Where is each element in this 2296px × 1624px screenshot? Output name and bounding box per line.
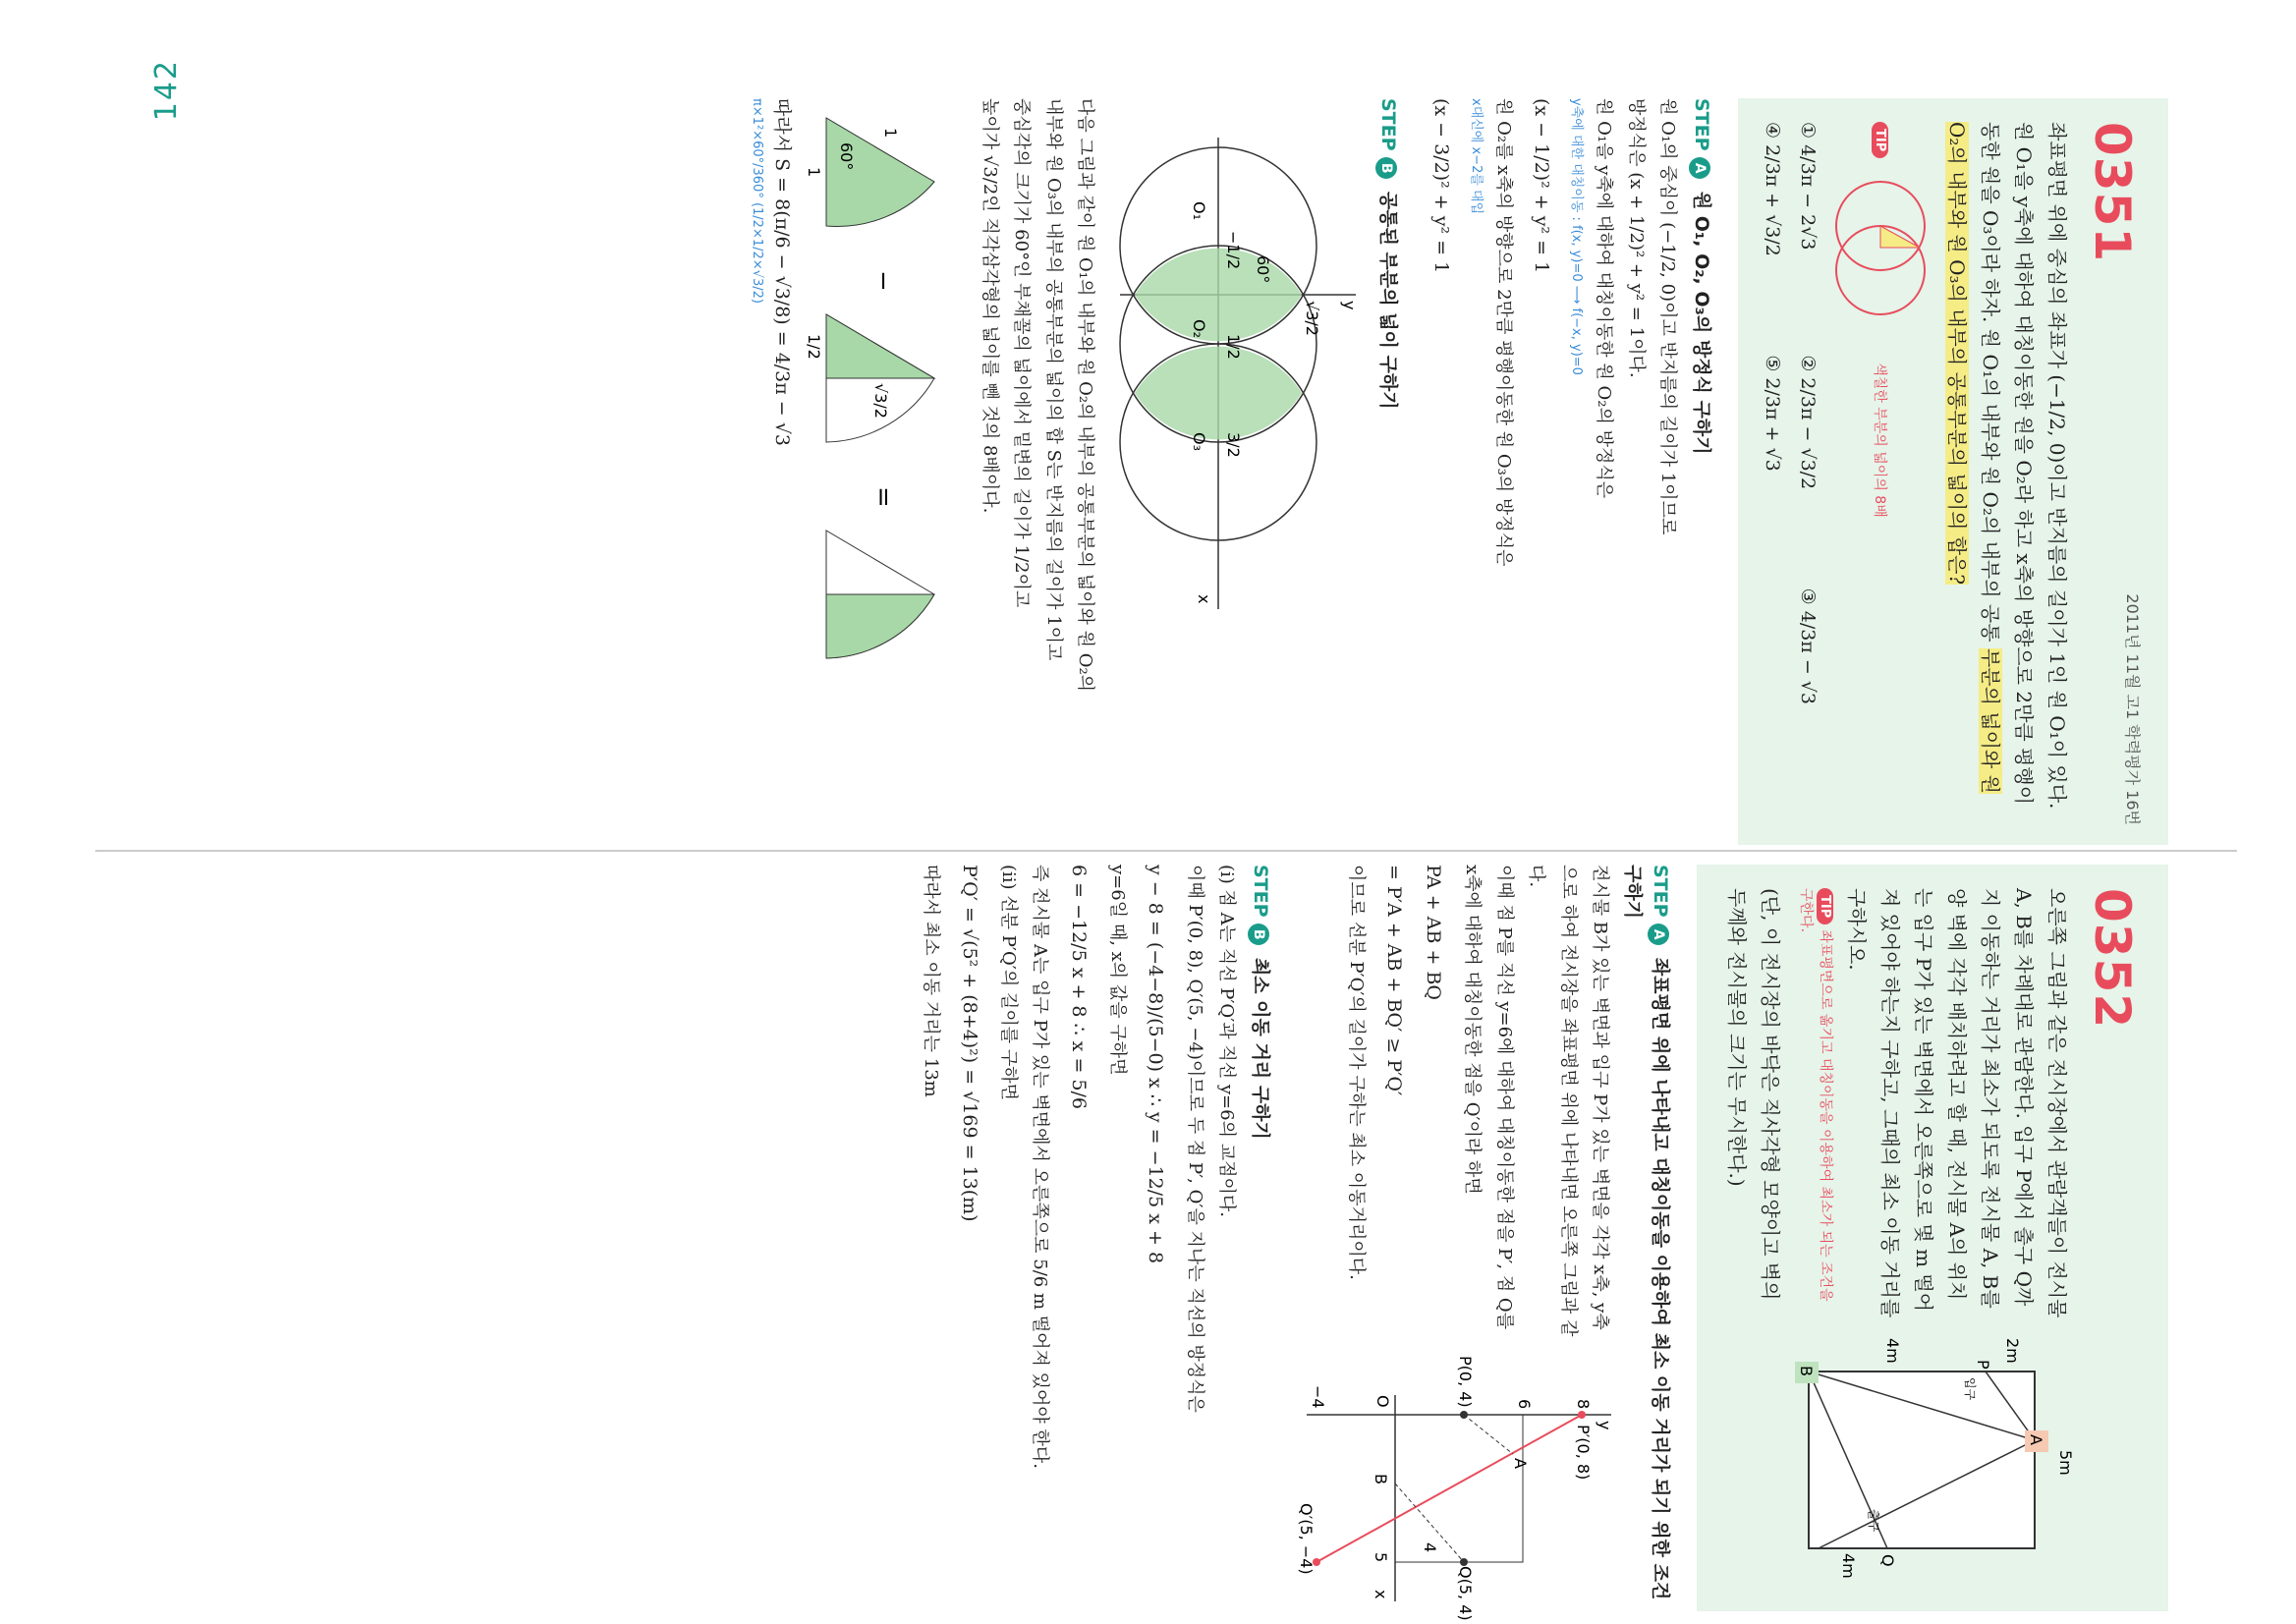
tip-badge: TIP — [1873, 122, 1889, 158]
exhibit-a: A — [2027, 1434, 2045, 1445]
choice-5: ⑤ 2/3π + √3 — [1762, 355, 1783, 472]
question-part-b: 부분의 넓이와 원 O₂의 내부와 원 O₃의 내부의 공통부분의 넓이의 합은? — [1945, 122, 2002, 794]
root3-half-label: √3/2 — [1303, 301, 1322, 336]
choice-3: ③ 4/3π − √3 — [1797, 588, 1819, 704]
sector-subtraction-figure — [804, 98, 974, 707]
exhibition-room-figure — [1769, 1332, 2084, 1588]
tip-badge: TIP — [1817, 888, 1833, 924]
problem-0352 — [915, 865, 2168, 1621]
step-marker: B — [1375, 157, 1397, 179]
step-b-heading — [1248, 865, 1275, 1611]
step-a-heading — [1621, 865, 1675, 1611]
step-marker: B — [1248, 924, 1269, 945]
point-b: B — [1372, 1474, 1390, 1484]
step-a-line-2: 방정식은 (x + 1/2)² + y² = 1이다. — [1625, 98, 1647, 378]
page-number: 142 — [149, 59, 184, 122]
case-i-eq-2: 6 = −12/5 x + 8 ∴ x = 5/6 — [1067, 865, 1090, 1109]
step-a-eq-1: (x − 1/2)² + y² = 1 — [1531, 98, 1553, 274]
step-a-body — [1425, 98, 1683, 845]
case-i-eq-1: y − 8 = (−4−8)/(5−0) x ∴ y = −12/5 x + 8 — [1145, 865, 1167, 1264]
circle-o3-label: O₃ — [1190, 432, 1209, 452]
step-b-line-2: 내부와 원 O₃의 내부의 공통부분의 넓이의 합 S는 반지름의 길이가 1이고 — [1042, 98, 1064, 661]
problem-source: 2011년 11월 고1 학력평가 16번 — [2123, 593, 2142, 825]
point-q: Q — [1878, 1554, 1897, 1567]
question-row — [1720, 888, 2084, 1588]
problem-number: 0352 — [2084, 888, 2141, 1030]
question-note: (단, 이 전시장의 바닥은 직사각형 모양이고 벽의 두께와 전시물의 크기는 무시한다.) — [1725, 888, 1782, 1301]
step-title: 최소 이동 거리 구하기 — [1250, 957, 1271, 1140]
coordinate-graph — [1297, 1356, 1621, 1621]
step-a-line-2: 이때 점 P를 직선 y=6에 대하여 대칭이동한 점을 P′, 점 Q를 x축에 대하여 대칭이동한 점을 Q′이라 하면 — [1462, 865, 1515, 1330]
case-i-line-4: 즉 전시물 A는 입구 P가 있는 벽면에서 오른쪽으로 5/6 m 떨어져 있어야 한다. — [1030, 865, 1051, 1470]
tip-text: 색칠한 부분의 넓이의 8배 — [1872, 363, 1887, 518]
step-a-note-1: y축에 대한 대칭이동 : f(x, y)=0 ⟶ f(−x, y)=0 — [1568, 98, 1584, 375]
case-ii-line-1: (ⅱ) 선분 P′Q′의 길이를 구하면 — [998, 865, 1020, 1100]
point-p: P(0, 4) — [1456, 1356, 1475, 1408]
entrance-offset-label: 2m — [2003, 1338, 2022, 1364]
final-answer: 따라서 최소 이동 거리는 13m — [921, 865, 942, 1097]
step-b-heading — [1375, 98, 1403, 845]
case-i-line-2: 이때 P′(0, 8), Q′(5, −4)이므로 두 점 P′, Q′을 지나는 직선의 방정식은 — [1184, 865, 1205, 1413]
choices — [1762, 122, 1819, 821]
case-i-line-3: y=6일 때, x의 값을 구하면 — [1107, 865, 1129, 1076]
tick-neg4: −4 — [1309, 1385, 1327, 1409]
conclusion-note: π×1²×60°/360° (1/2×1/2×√3/2) — [749, 98, 764, 304]
step-label: STEP — [1377, 98, 1400, 151]
tick-4: 4 — [1421, 1542, 1439, 1553]
step-b-body — [915, 865, 1242, 1611]
step-a-eq-2: (x − 3/2)² + y² = 1 — [1430, 98, 1453, 274]
graph-x-label: x — [1372, 1590, 1390, 1599]
exit-label: 출구 — [1867, 1509, 1880, 1533]
graph-y-label: y — [1596, 1421, 1614, 1430]
step-a-line-1: 원 O₁의 중심이 (−1/2, 0)이고 반지름의 길이가 1이므로 — [1657, 98, 1678, 535]
point-p-prime: P′(0, 8) — [1574, 1425, 1593, 1481]
sector-angle: 60° — [836, 142, 856, 171]
axis-x-label: x — [1195, 594, 1214, 604]
triangle-base: 1/2 — [804, 334, 823, 360]
axis-y-label: y — [1340, 301, 1360, 310]
choice-4: ④ 2/3π + √3/2 — [1762, 122, 1783, 256]
point-q-prime: Q′(5, −4) — [1297, 1503, 1316, 1575]
sector-side-2: 1 — [880, 128, 900, 139]
choice-2: ② 2/3π − √3/2 — [1797, 355, 1819, 490]
tick-6: 6 — [1515, 1399, 1534, 1410]
exit-height-label: 4m — [1839, 1553, 1858, 1579]
entrance-label: 입구 — [1963, 1377, 1977, 1401]
three-circles-figure — [1110, 98, 1366, 648]
step-a-line-4: 원 O₂를 x축의 방향으로 2만큼 평행이동한 원 O₃의 방정식은 — [1493, 98, 1515, 567]
tick-half: 1/2 — [1224, 334, 1244, 360]
step-a-body — [1297, 865, 1615, 1340]
triangle-height: √3/2 — [870, 383, 890, 419]
minus-sign: − — [868, 270, 898, 292]
tip-text: 좌표평면으로 옮기고 대칭이동을 이용하여 최소가 되는 조건을 구한다. — [1798, 888, 1833, 1302]
question-text — [1940, 122, 2074, 821]
case-i-line-1: (ⅰ) 점 A는 직선 P′Q′과 직선 y=6의 교점이다. — [1216, 865, 1237, 1217]
point-q: Q(5, 4) — [1456, 1566, 1475, 1621]
conclusion: 따라서 S = 8(π/6 − √3/8) = 4/3π − √3 — [770, 98, 793, 446]
problem-number: 0351 — [2084, 122, 2141, 263]
point-a: A — [1511, 1458, 1530, 1469]
problem-0351-box — [1738, 98, 2168, 845]
step-a-heading — [1689, 98, 1716, 845]
problem-0351 — [750, 98, 2168, 845]
column-divider — [95, 850, 2237, 852]
equals-sign: = — [868, 486, 898, 508]
point-p: P — [1974, 1360, 1992, 1370]
step-marker: A — [1648, 924, 1669, 945]
step-b-line-1: 다음 그림과 같이 원 O₁의 내부와 원 O₂의 내부의 공통부분의 넓이와 원 O₂의 — [1075, 98, 1096, 693]
width-label: 5m — [2056, 1450, 2075, 1476]
choice-1: ① 4/3π − 2√3 — [1797, 122, 1819, 251]
step-b-line-3: 중심각의 크기가 60°인 부채꼴의 넓이에서 밑변의 길이가 1/2이고 — [1011, 98, 1033, 608]
step-label: STEP — [1250, 865, 1271, 918]
tick-three-half: 3/2 — [1224, 432, 1244, 458]
step-title: 원 O₁, O₂, O₃의 방정식 구하기 — [1691, 191, 1712, 455]
entrance-height-label: 4m — [1883, 1338, 1902, 1364]
tick-minus-half: −1/2 — [1224, 231, 1244, 270]
step-a-line-1: 전시물 B가 있는 벽면과 입구 P가 있는 벽면을 각각 x축, y축으로 하여 전시장을 좌표평면 위에 나타내면 오른쪽 그림과 같다. — [1526, 865, 1610, 1337]
step-a-line-3: 이므로 선분 P′Q′의 길이가 구하는 최소 이동거리이다. — [1345, 865, 1367, 1280]
step-label: STEP — [1650, 865, 1671, 918]
step-a-eq-2: = P′A + AB + BQ′ ≥ P′Q′ — [1382, 865, 1405, 1096]
tip-circles-figure — [1826, 172, 1934, 349]
case-ii-eq: P′Q′ = √(5² + (8+4)²) = √169 = 13(m) — [958, 865, 980, 1222]
step-a-note-2: x대신에 x−2를 대입 — [1468, 98, 1484, 215]
step-b-line-4: 높이가 √3/2인 직각삼각형의 넓이를 뺀 것의 8배이다. — [980, 98, 1001, 514]
step-b-body — [974, 98, 1101, 845]
circle-o1-label: O₁ — [1190, 201, 1209, 221]
angle-label: 60° — [1254, 255, 1273, 284]
step-marker: A — [1689, 157, 1710, 179]
question-text: 오른쪽 그림과 같은 전시장에서 관람객들이 전시물 A, B를 차례대로 관람한다. 입구 P에서 출구 Q까지 이동하는 거리가 최소가 되도록 전시물 A, B를 양 벽에 각각 배치하려고 할 때, 전시물 A의 위치는 입구 P가 있는 벽면에서 오른쪽으로 몇 m 떨어져 있어야 하는지 구하고, 그때의 최소 이동 거리를 구하시오. — [1845, 888, 2069, 1318]
step-title: 공통된 부분의 넓이 구하기 — [1377, 191, 1400, 410]
step-label: STEP — [1691, 98, 1712, 151]
step-a-line-3: 원 O₁을 y축에 대하여 대칭이동한 원 O₂의 방정식은 — [1594, 98, 1615, 499]
step-a-content — [1297, 865, 1621, 1621]
step-a-eq-1: PA + AB + BQ — [1423, 865, 1445, 1000]
problem-0352-box — [1697, 865, 2168, 1611]
tick-5: 5 — [1372, 1552, 1390, 1563]
sector-side-1: 1 — [804, 167, 823, 178]
tick-8: 8 — [1574, 1399, 1593, 1410]
tip-row — [1826, 122, 1934, 821]
question-part-a: 좌표평면 위에 중심의 좌표가 (−1/2, 0)이고 반지름의 길이가 1인 원 O₁이 있다. 원 O₁을 y축에 대하여 대칭이동한 원을 O₂라 하고 x축의 방향으로 2만큼 평행이동한 원을 O₃이라 하자. 원 O₁의 내부와 원 O₂의 내부의 공통 — [1979, 122, 2069, 810]
circle-o2-label: O₂ — [1190, 319, 1209, 339]
exhibit-b: B — [1797, 1366, 1816, 1376]
origin-label: O — [1373, 1395, 1392, 1408]
step-title: 좌표평면 위에 나타내고 대칭이동을 이용하여 최소 이동 거리가 되기 위한 조건 구하기 — [1622, 865, 1671, 1600]
